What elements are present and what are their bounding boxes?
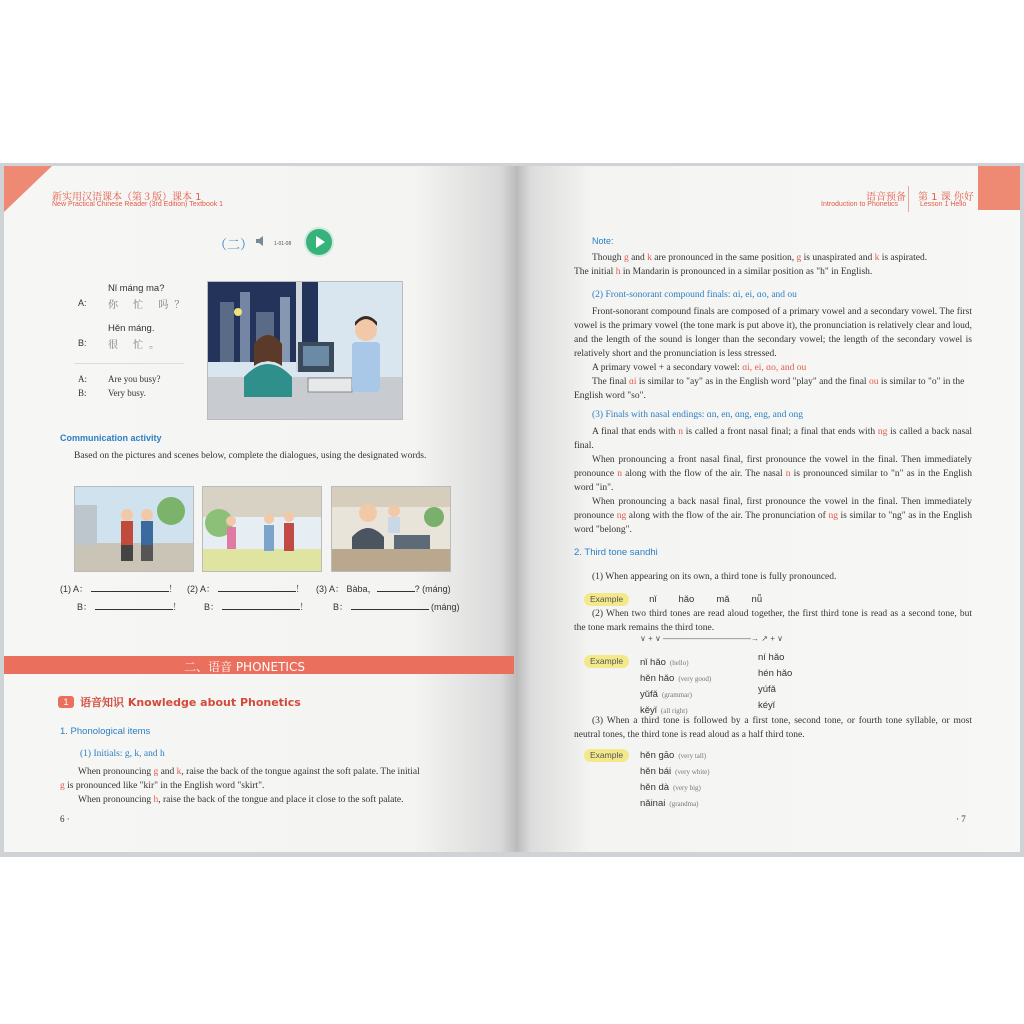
- finals-list: ɑi, ei, ɑo, and ou: [742, 363, 807, 373]
- initial-g: g: [60, 781, 65, 791]
- exercise-b-label: B：: [204, 602, 220, 612]
- final-ai: ɑi: [628, 377, 637, 387]
- page-number-right: · 7: [956, 814, 966, 824]
- designated-word: (máng): [431, 602, 460, 612]
- exercise-a-label: A：: [329, 584, 345, 594]
- header-title-en: New Practical Chinese Reader (3rd Edition) Textbook 1: [52, 201, 224, 208]
- tone-sandhi-heading: 2. Third tone sandhi: [574, 547, 658, 558]
- note-label: Note:: [592, 236, 614, 246]
- play-audio-button[interactable]: [306, 229, 332, 255]
- example-row: [640, 745, 840, 761]
- initials-paragraph: [60, 765, 460, 807]
- text-run: and: [628, 253, 648, 263]
- exercise-number: (3): [316, 584, 327, 594]
- text-run: along with the flow of the air. The pronunciation of: [626, 511, 829, 521]
- exercise-b-label: B：: [333, 602, 349, 612]
- initial-k: k: [647, 253, 652, 263]
- divider: [74, 363, 184, 364]
- text-run: is pronounced like "kir" in the English word "skirt".: [64, 781, 265, 791]
- exercise-end-mark: ?: [414, 584, 420, 594]
- text-run: When pronouncing: [78, 795, 154, 805]
- initial-g: g: [623, 253, 629, 263]
- example-gloss: (very white): [675, 768, 710, 776]
- example-word: hěn hǎo: [640, 673, 675, 684]
- knowledge-number-badge: 1: [58, 696, 74, 708]
- example-row: [640, 793, 840, 809]
- corner-decoration: [978, 166, 1020, 210]
- translation-b: Very busy.: [108, 388, 146, 398]
- text-run: is similar to "ay" as in the English word "play" and the final: [636, 377, 869, 387]
- exercise-1-b: [77, 600, 182, 614]
- nasal-paragraph-1: [574, 425, 972, 453]
- answer-blank[interactable]: [351, 600, 429, 610]
- example-gloss: (grammar): [661, 691, 692, 699]
- example-row: [640, 777, 840, 793]
- header-section-cn: 语音预备: [866, 192, 906, 203]
- answer-blank[interactable]: [91, 582, 169, 592]
- initials-heading: (1) Initials: g, k, and h: [80, 749, 165, 759]
- text-run: is similar to "o" in the English word "so".: [574, 377, 965, 401]
- example-word: nǐ hǎo: [640, 657, 666, 668]
- exercise-prefix: Bàba，: [346, 584, 377, 594]
- sandhi-rule-3: (3) When a third tone is followed by a first tone, second tone, or fourth tone syllable, or most neutral tones, the third tone is read aloud as a half third tone.: [574, 716, 972, 740]
- translation-a: Are you busy?: [108, 374, 161, 384]
- exercise-2: [187, 582, 305, 596]
- scene-picture-3: [331, 486, 451, 572]
- example-row-1: [584, 589, 762, 607]
- final-ou: ou: [868, 377, 879, 387]
- example-syllable: mǎ: [716, 594, 730, 605]
- translation-speaker-a: A:: [78, 374, 87, 384]
- nasal-finals-heading: (3) Finals with nasal endings: ɑn, en, ɑng, eng, and ong: [592, 410, 803, 420]
- dialogue-hanzi-a: 你 忙 吗？: [108, 300, 191, 311]
- initial-g: g: [796, 253, 802, 263]
- text-run: is called a front nasal final; a final that ends with: [682, 427, 878, 437]
- header-section-en: Introduction to Phonetics: [821, 201, 899, 208]
- text-run: When pronouncing: [78, 767, 154, 777]
- phonetics-banner: [4, 656, 514, 674]
- example-result: kéyǐ: [758, 700, 775, 711]
- example-gloss: (very tall): [678, 752, 707, 760]
- text-run: , raise the back of the tongue against the soft palate. The initial: [181, 767, 420, 777]
- scene-picture-2: [202, 486, 322, 572]
- example-word: nǎinai: [640, 798, 666, 809]
- header-lesson-en: Lesson 1 Hello: [920, 201, 967, 208]
- initial-g: g: [153, 767, 159, 777]
- text-run: is aspirated.: [879, 253, 928, 263]
- scene-picture-1: [74, 486, 194, 572]
- header-lesson-cn: 第 1 课 你好: [918, 192, 974, 203]
- initial-h: h: [615, 267, 621, 277]
- text-run: is called a back nasal final.: [574, 427, 972, 451]
- nasal-paragraph-2: [574, 453, 972, 495]
- final-ng: ng: [828, 511, 838, 521]
- speaker-icon: [254, 234, 268, 248]
- exercise-number: (1): [60, 584, 71, 594]
- example-list-3: [640, 745, 840, 809]
- tone-arrow-diagram: ∨ + ∨ ———————————→ ↗ + ∨: [640, 634, 783, 643]
- text-run: is unaspirated and: [801, 253, 875, 263]
- example-row: [640, 761, 840, 777]
- answer-blank[interactable]: [377, 582, 415, 592]
- example-list-2: [640, 652, 900, 716]
- section-label: （二）: [214, 238, 254, 253]
- exercise-b-label: B：: [77, 602, 93, 612]
- example-gloss: (hello): [669, 659, 689, 667]
- example-label-3: [584, 745, 629, 763]
- final-n: n: [617, 469, 622, 479]
- exercise-a-label: A：: [73, 584, 89, 594]
- text-run: along with the flow of the air. The nasal: [621, 469, 786, 479]
- exercise-number: (2): [187, 584, 198, 594]
- answer-blank[interactable]: [95, 600, 173, 610]
- text-run: A final that ends with: [592, 427, 679, 437]
- exercise-2-b: [204, 600, 309, 614]
- knowledge-title: 语音知识 Knowledge about Phonetics: [80, 696, 301, 709]
- audio-code: 1-01-08: [274, 241, 292, 247]
- text-run: The final: [592, 377, 629, 387]
- example-word: hěn bái: [640, 766, 672, 777]
- activity-title: Communication activity: [60, 433, 162, 443]
- example-gloss: (all right): [660, 707, 688, 715]
- final-ai-ou-paragraph: [574, 375, 972, 403]
- example-word: yǔfǎ: [640, 689, 658, 700]
- dialogue-pinyin-b: Hěn máng.: [108, 323, 155, 334]
- note-paragraph: [574, 251, 972, 279]
- example-result: hén hǎo: [758, 668, 793, 679]
- final-n: n: [785, 469, 791, 479]
- text-run: and: [158, 767, 177, 777]
- translation-speaker-b: B:: [78, 388, 87, 398]
- example-syllable: nǚ: [751, 594, 763, 605]
- exercise-end-mark: ！: [299, 602, 309, 612]
- left-page: [4, 166, 516, 852]
- header-title-cn: 新实用汉语课本（第３版）课本 1: [52, 192, 202, 203]
- dialogue-speaker-b: B:: [78, 338, 87, 348]
- phonetics-banner-title: 二、语音 PHONETICS: [184, 660, 305, 674]
- example-gloss: (very good): [678, 675, 712, 683]
- nasal-paragraph-3: [574, 495, 972, 537]
- text-run: When pronouncing a back nasal final, first pronounce the vowel in the final. Then immediately pronounce: [574, 497, 972, 521]
- example-label: Example: [584, 655, 629, 668]
- exercise-end-mark: ！: [168, 584, 178, 594]
- example-syllable: hǎo: [678, 594, 695, 605]
- text-run: is pronounced similar to "n" as in the English word "in".: [574, 469, 972, 493]
- exercise-3-b: [333, 600, 460, 614]
- phonological-items-heading: 1. Phonological items: [60, 726, 151, 737]
- initial-k: k: [176, 767, 182, 777]
- office-illustration: [207, 281, 403, 420]
- book-spread: [0, 163, 1024, 857]
- dialogue-hanzi-b: 很 忙。: [108, 340, 166, 351]
- dialogue-pinyin-a: Nǐ máng ma?: [108, 283, 165, 294]
- text-run: A primary vowel + a secondary vowel:: [592, 363, 743, 373]
- answer-blank[interactable]: [222, 600, 300, 610]
- activity-instructions: Based on the pictures and scenes below, complete the dialogues, using the designated words.: [74, 451, 427, 461]
- final-ng: ng: [616, 511, 627, 521]
- text-run: are pronounced in the same position,: [651, 253, 797, 263]
- example-gloss: (very big): [673, 784, 701, 792]
- exercise-1: [60, 582, 178, 596]
- example-word: kěyǐ: [640, 705, 657, 716]
- initial-k: k: [874, 253, 880, 263]
- dialogue-speaker-a: A:: [78, 298, 87, 308]
- example-row: [640, 668, 900, 684]
- designated-word: (máng): [422, 584, 451, 594]
- example-label: Example: [584, 749, 629, 762]
- example-word: hěn dà: [640, 782, 670, 793]
- text-run: The initial: [574, 267, 616, 277]
- exercise-end-mark: ！: [295, 584, 305, 594]
- final-ng: ng: [877, 427, 888, 437]
- exercise-3: [316, 582, 451, 596]
- corner-decoration: [4, 166, 52, 212]
- text-run: is similar to "ng" as in the English word "belong".: [574, 511, 972, 535]
- page-number-left: 6 ·: [60, 814, 70, 824]
- text-run: Though: [592, 253, 624, 263]
- example-row: [640, 684, 900, 700]
- header-divider: [908, 186, 909, 212]
- sandhi-rule-1: (1) When appearing on its own, a third tone is fully pronounced.: [592, 572, 837, 582]
- example-word: hěn gāo: [640, 750, 675, 761]
- example-result: ní hǎo: [758, 652, 785, 663]
- exercise-end-mark: ！: [172, 602, 182, 612]
- sandhi-rule-2: (2) When two third tones are read aloud together, the first third tone is read as a second tone, but the tone mark remains the third tone.: [574, 609, 972, 633]
- example-row: [640, 652, 900, 668]
- text-run: in Mandarin is pronounced in a similar position as "h" in English.: [620, 267, 873, 277]
- final-n: n: [678, 427, 683, 437]
- text-run: , raise the back of the tongue and place it close to the soft palate.: [158, 795, 404, 805]
- initial-h: h: [153, 795, 159, 805]
- example-label: Example: [584, 593, 629, 606]
- example-result: yúfǎ: [758, 684, 776, 695]
- answer-blank[interactable]: [218, 582, 296, 592]
- compound-finals-paragraph: Front-sonorant compound finals are composed of a primary vowel and a secondary vowel. The first vowel is the primary vowel (the tone mark is put above it), the pronunciation is relatively clear and loud, and the length of the sound is longer than the secondary vowel; the length of the secondary vowel is relatively short and the pronunciation is less stressed.: [574, 307, 972, 359]
- example-gloss: (grandma): [669, 800, 699, 808]
- example-label-2: [584, 651, 629, 669]
- formula-line: [574, 361, 972, 375]
- example-syllable: nǐ: [649, 594, 657, 605]
- right-page: [516, 166, 1020, 852]
- compound-finals-heading: (2) Front-sonorant compound finals: ɑi, ei, ɑo, and ou: [592, 290, 797, 300]
- exercise-a-label: A：: [200, 584, 216, 594]
- text-run: When pronouncing a front nasal final, first pronounce the vowel in the final. Then immediately pronounce: [574, 455, 972, 479]
